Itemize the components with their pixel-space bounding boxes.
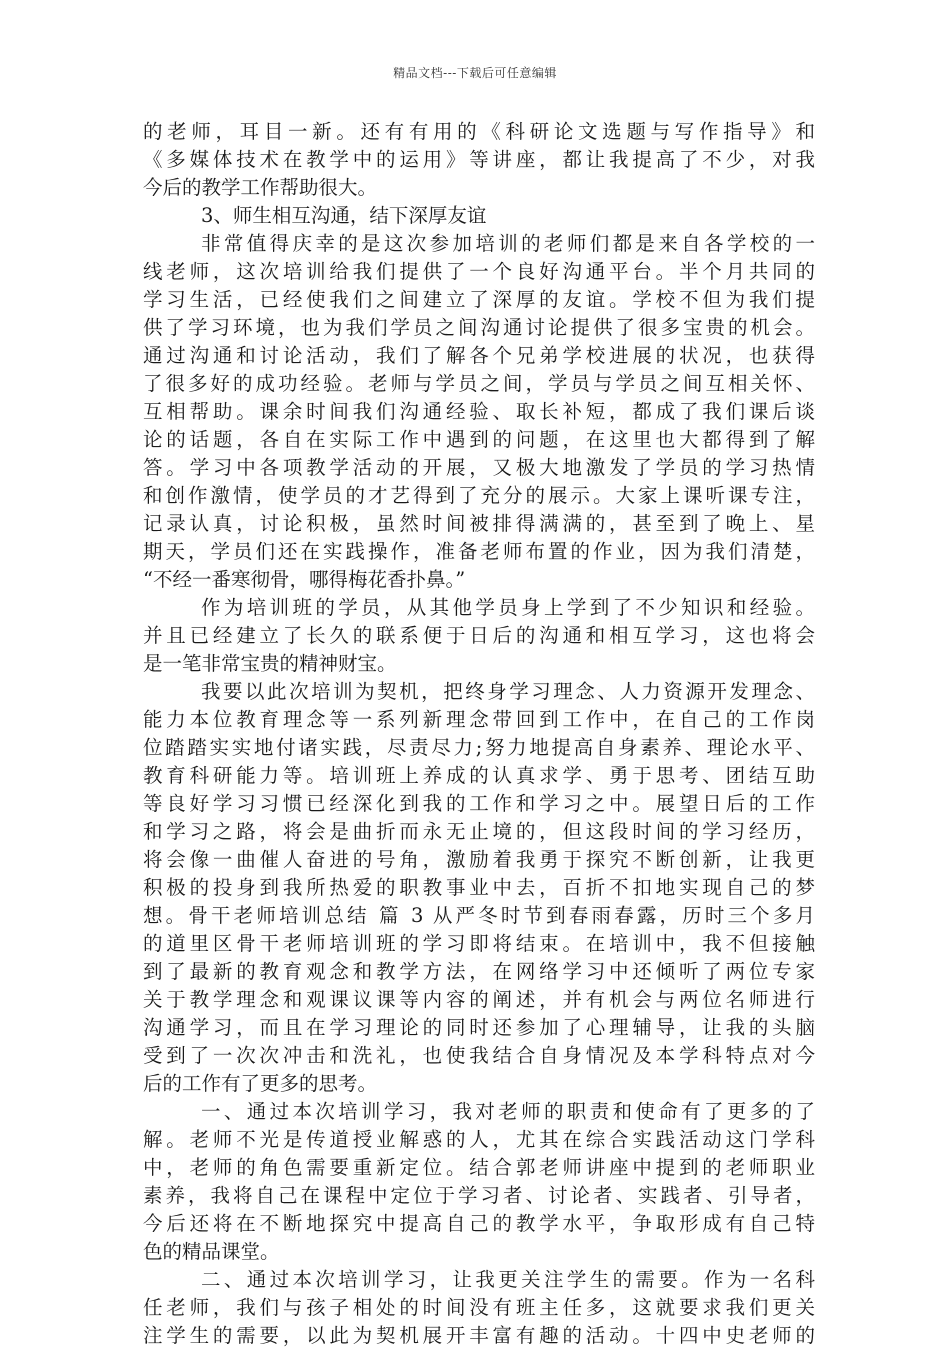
text-line: 通过沟通和讨论活动，我们了解各个兄弟学校进展的状况，也获得 <box>143 344 815 367</box>
text-line: 作为培训班的学员，从其他学员身上学到了不少知识和经验。 <box>201 596 815 619</box>
text-line: 位踏踏实实地付诸实践，尽责尽力;努力地提高自身素养、理论水平、 <box>143 736 815 759</box>
text-line: 记录认真，讨论积极，虽然时间被排得满满的，甚至到了晚上、星 <box>143 512 815 535</box>
text-line: 和创作激情，使学员的才艺得到了充分的展示。大家上课听课专注， <box>143 484 815 507</box>
text-line: 互相帮助。课余时间我们沟通经验、取长补短，都成了我们课后谈 <box>143 400 815 423</box>
text-line: 注学生的需要，以此为契机展开丰富有趣的活动。十四中史老师的 <box>143 1324 815 1347</box>
document-body <box>143 118 815 1350</box>
text-line: 素养，我将自己在课程中定位于学习者、讨论者、实践者、引导者， <box>143 1184 815 1207</box>
text-line: 论的话题，各自在实际工作中遇到的问题，在这里也大都得到了解 <box>143 428 815 451</box>
text-line: 的老师，耳目一新。还有有用的《科研论文选题与写作指导》和 <box>143 120 815 143</box>
text-line: 《多媒体技术在教学中的运用》等讲座，都让我提高了不少，对我 <box>143 148 815 171</box>
text-line: 沟通学习，而且在学习理论的同时还参加了心理辅导，让我的头脑 <box>143 1016 815 1039</box>
text-line: 将会像一曲催人奋进的号角，激励着我勇于探究不断创新，让我更 <box>143 848 815 871</box>
text-line: 色的精品课堂。 <box>143 1240 280 1263</box>
text-line: 线老师，这次培训给我们提供了一个良好沟通平台。半个月共同的 <box>143 260 815 283</box>
text-line: 积极的投身到我所热爱的职教事业中去，百折不扣地实现自己的梦 <box>143 876 815 899</box>
text-line: 受到了一次次冲击和洗礼，也使我结合自身情况及本学科特点对今 <box>143 1044 815 1067</box>
text-line: 教育科研能力等。培训班上养成的认真求学、勇于思考、团结互助 <box>143 764 815 787</box>
text-line: 答。学习中各项教学活动的开展，又极大地激发了学员的学习热情 <box>143 456 815 479</box>
text-line: 学习生活，已经使我们之间建立了深厚的友谊。学校不但为我们提 <box>143 288 815 311</box>
text-line: 中，老师的角色需要重新定位。结合郭老师讲座中提到的老师职业 <box>143 1156 815 1179</box>
page-header: 精品文档---下载后可任意编辑 <box>393 66 557 80</box>
text-line: 供了学习环境，也为我们学员之间沟通讨论提供了很多宝贵的机会。 <box>143 316 815 339</box>
text-line: 后的工作有了更多的思考。 <box>143 1072 378 1095</box>
text-line: 是一笔非常宝贵的精神财宝。 <box>143 652 397 675</box>
text-line: 任老师，我们与孩子相处的时间没有班主任多，这就要求我们更关 <box>143 1296 815 1319</box>
text-line: 关于教学理念和观课议课等内容的阐述，并有机会与两位名师进行 <box>143 988 815 1011</box>
text-line: 3、师生相互沟通，结下深厚友谊 <box>201 204 487 227</box>
text-line: 今后的教学工作帮助很大。 <box>143 176 378 199</box>
text-line: 解。老师不光是传道授业解惑的人，尤其在综合实践活动这门学科 <box>143 1128 815 1151</box>
text-line: 并且已经建立了长久的联系便于日后的沟通和相互学习，这也将会 <box>143 624 815 647</box>
text-line: 到了最新的教育观念和教学方法，在网络学习中还倾听了两位专家 <box>143 960 815 983</box>
text-line: 的道里区骨干老师培训班的学习即将结束。在培训中，我不但接触 <box>143 932 815 955</box>
text-line: 二、通过本次培训学习，让我更关注学生的需要。作为一名科 <box>201 1268 815 1291</box>
text-line: 今后还将在不断地探究中提高自己的教学水平，争取形成有自己特 <box>143 1212 815 1235</box>
text-line: 了很多好的成功经验。老师与学员之间，学员与学员之间互相关怀、 <box>143 372 815 395</box>
text-line: 想。骨干老师培训总结 篇 3 从严冬时节到春雨春露，历时三个多月 <box>143 904 815 927</box>
text-line: “不经一番寒彻骨，哪得梅花香扑鼻。” <box>143 568 466 591</box>
text-line: 和学习之路，将会是曲折而永无止境的，但这段时间的学习经历， <box>143 820 815 843</box>
text-line: 我要以此次培训为契机，把终身学习理念、人力资源开发理念、 <box>201 680 815 703</box>
text-line: 一、通过本次培训学习，我对老师的职责和使命有了更多的了 <box>201 1100 815 1123</box>
text-line: 能力本位教育理念等一系列新理念带回到工作中，在自己的工作岗 <box>143 708 815 731</box>
text-line: 非常值得庆幸的是这次参加培训的老师们都是来自各学校的一 <box>201 232 815 255</box>
text-line: 等良好学习习惯已经深化到我的工作和学习之中。展望日后的工作 <box>143 792 815 815</box>
text-line: 期天，学员们还在实践操作，准备老师布置的作业，因为我们清楚， <box>143 540 815 563</box>
